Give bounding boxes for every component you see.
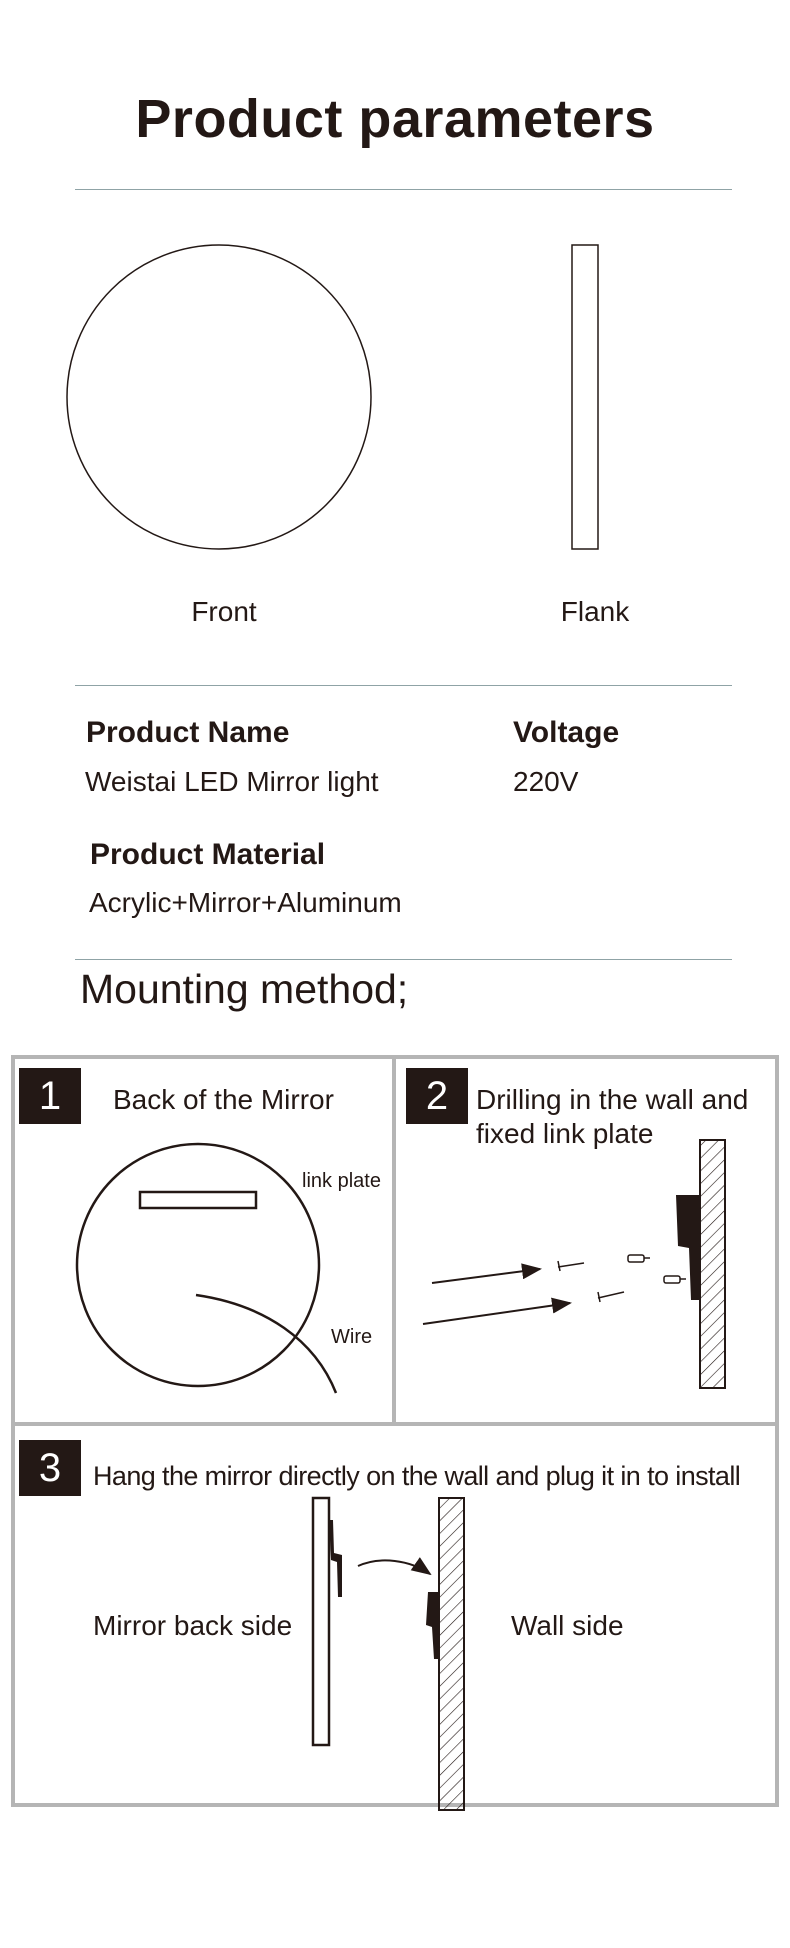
mounting-title: Mounting method; [80,966,409,1012]
step-2-text-line2: fixed link plate [476,1118,654,1149]
wall-side-label: Wall side [511,1610,624,1641]
voltage-value: 220V [513,766,579,797]
link-plate-shape [140,1192,256,1208]
product-material-label: Product Material [90,838,326,871]
link-plate-profile [676,1195,699,1300]
product-name-value: Weistai LED Mirror light [85,766,379,797]
anchor-lower [664,1276,686,1283]
wire-line [196,1295,336,1393]
step-1-text: Back of the Mirror [113,1084,334,1115]
mirror-back-side-label: Mirror back side [93,1610,293,1641]
screw-lower [598,1292,624,1302]
mirror-back-circle [77,1144,319,1386]
anchor-upper [628,1255,650,1262]
page-title: Product parameters [135,89,655,149]
arrow-upper [432,1269,540,1283]
wire-label: Wire [331,1326,373,1348]
mirror-side-bar [313,1498,329,1745]
wall-bracket-profile [426,1592,439,1659]
step-2-badge: 2 [406,1068,468,1124]
flank-label: Flank [560,596,630,627]
step-2-text-line1: Drilling in the wall and [476,1084,749,1115]
arrow-lower [423,1303,570,1324]
mirror-bracket-profile [329,1520,342,1597]
product-material-value: Acrylic+Mirror+Aluminum [89,887,402,918]
link-plate-label: link plate [302,1170,381,1192]
voltage-label: Voltage [513,716,620,749]
wall-section-step3 [439,1498,464,1810]
step-1-badge: 1 [19,1068,81,1124]
front-label: Front [191,596,257,627]
screw-upper [558,1261,584,1271]
step-3-badge: 3 [19,1440,81,1496]
product-name-label: Product Name [86,716,290,749]
hang-arrow [358,1560,430,1574]
wall-section-step2 [700,1140,725,1388]
step-3-text: Hang the mirror directly on the wall and plug it in to install [93,1461,741,1491]
